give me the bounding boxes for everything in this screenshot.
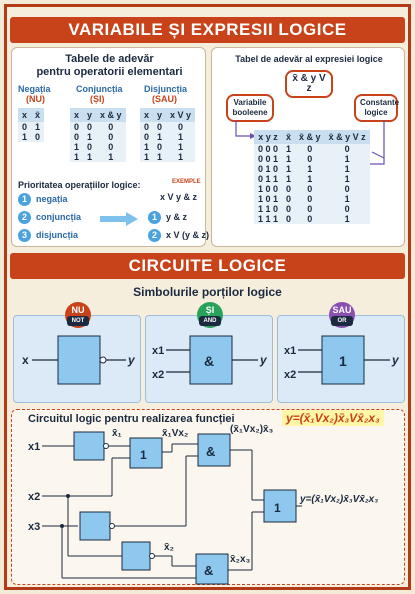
panel-title-1: Tabele de adevăr — [65, 53, 154, 65]
and-gate-en: AND — [199, 316, 221, 326]
and-input-1-label: x1 — [152, 345, 165, 357]
or-name: Disjuncția — [144, 84, 188, 94]
variables-label: Variabile booleene — [226, 94, 274, 122]
and-gate-1-label: & — [206, 444, 216, 459]
cell: 1 — [325, 174, 370, 184]
priority-title: Prioritatea operațiilor logice: — [18, 180, 141, 190]
cell: 1 1 0 — [254, 204, 282, 214]
cell: 0 — [96, 142, 126, 152]
col-header: x y z — [254, 130, 282, 144]
cell: 0 — [96, 122, 126, 132]
col-header: x̄ — [282, 130, 295, 144]
input-x2: x2 — [28, 491, 41, 503]
or-gate-symbol — [278, 316, 406, 404]
cell: 0 — [83, 122, 96, 132]
step-1-number: 1 — [148, 211, 161, 224]
cell: 0 — [325, 204, 370, 214]
cell: 0 — [153, 122, 166, 132]
not-gate-symbol — [14, 316, 142, 404]
and-gate-2-label: & — [204, 563, 214, 578]
priority-3-number: 3 — [18, 229, 31, 242]
cell: 1 0 0 — [254, 184, 282, 194]
top-banner: VARIABILE ȘI EXPRESII LOGICE — [10, 17, 405, 43]
cell: 1 — [83, 132, 96, 142]
cell: 1 0 1 — [254, 194, 282, 204]
cell: 0 — [166, 122, 195, 132]
cell: 0 — [282, 204, 295, 214]
col-header: x & y — [96, 108, 126, 122]
and-gate-name: ȘI — [205, 305, 215, 315]
or-input-1-label: x1 — [284, 345, 297, 357]
expression-pill: x̄ & y V z — [285, 70, 333, 98]
and-gate-label: & — [204, 353, 215, 369]
cell: 0 — [295, 184, 325, 194]
example-expr: x V y & z — [160, 192, 198, 202]
not-gate-2 — [122, 542, 150, 570]
cell: 1 — [295, 174, 325, 184]
col-header: y — [153, 108, 166, 122]
cell: 1 — [325, 194, 370, 204]
or1-output-label: x̄₁Vx₂ — [162, 428, 189, 439]
cell: 0 0 1 — [254, 154, 282, 164]
cell: 1 — [282, 174, 295, 184]
not-output-label: y — [128, 353, 135, 367]
circuit-panel — [11, 409, 405, 585]
cell: 0 — [282, 214, 295, 224]
not-gate-3 — [80, 512, 110, 540]
priority-1-number: 1 — [18, 193, 31, 206]
cell: 1 — [325, 214, 370, 224]
cell: 0 — [295, 204, 325, 214]
logic-circuit-diagram — [12, 410, 406, 586]
and-name: Conjuncția — [76, 84, 123, 94]
and-gate-card — [145, 305, 273, 403]
cell: 0 — [295, 144, 325, 154]
or-sym: (SAU) — [152, 94, 177, 104]
col-header: x̄ & y — [295, 130, 325, 144]
arrow-right-icon — [100, 212, 140, 226]
col-header: x V y — [166, 108, 195, 122]
circuit-output-label: y=(x̄₁Vx₂)x̄₃Vx̄₂x₃ — [300, 494, 379, 505]
cell: 1 — [140, 142, 153, 152]
example-label: EXEMPLE — [172, 179, 201, 185]
priority-1-label: negația — [36, 194, 68, 204]
cell: 1 — [325, 154, 370, 164]
cell: 1 — [282, 164, 295, 174]
and-truth-table — [70, 108, 126, 162]
constants-label: Constante logice — [354, 94, 398, 122]
nx2-label: x̄₂ — [164, 542, 175, 553]
cell: 1 — [18, 132, 31, 142]
circuits-banner: CIRCUITE LOGICE — [10, 253, 405, 279]
panel-title-2: pentru operatorii elementari — [36, 66, 183, 78]
cell: 0 — [96, 132, 126, 142]
not-gate-name: NU — [71, 305, 85, 315]
priority-3-label: disjuncția — [36, 230, 79, 240]
expression-truth-table — [254, 130, 370, 224]
or-gate-card — [277, 305, 405, 403]
not-gate-card — [13, 305, 141, 403]
cell: 1 — [166, 152, 195, 162]
poster — [4, 4, 411, 590]
elementary-operators-panel — [11, 47, 210, 247]
circuit-function: y=(x̄₁Vx₂)x̄₃Vx̄₂x₃ — [282, 410, 384, 426]
or-gate-1-label: 1 — [140, 448, 147, 462]
cell: 0 — [295, 194, 325, 204]
and-output-label: y — [260, 353, 267, 367]
cell: 1 — [70, 142, 83, 152]
priority-2-number: 2 — [18, 211, 31, 224]
cell: 0 1 1 — [254, 174, 282, 184]
cell: 0 — [153, 142, 166, 152]
not-input-label: x — [22, 353, 29, 367]
or-input-2-label: x2 — [284, 369, 297, 381]
cell: 1 — [70, 152, 83, 162]
cell: 1 — [282, 144, 295, 154]
priority-2-label: conjuncția — [36, 212, 82, 222]
not-name: Negația — [18, 84, 51, 94]
step-2-expr: x V (y & z) — [166, 230, 210, 240]
cell: 0 — [295, 154, 325, 164]
not-sym: (NU) — [26, 94, 45, 104]
col-header: x — [18, 108, 31, 122]
not-truth-table — [18, 108, 44, 142]
cell: 1 — [31, 122, 44, 132]
cell: 0 — [83, 142, 96, 152]
cell: 0 1 0 — [254, 164, 282, 174]
cell: 1 — [83, 152, 96, 162]
step-1-expr: y & z — [166, 212, 188, 222]
cell: 0 — [282, 194, 295, 204]
cell: 0 — [31, 132, 44, 142]
cell: 0 — [295, 214, 325, 224]
cell: 1 — [140, 152, 153, 162]
cell: 0 0 0 — [254, 144, 282, 154]
or-output-label: y — [392, 353, 399, 367]
or-gate-2-label: 1 — [274, 501, 281, 515]
cell: 0 — [325, 144, 370, 154]
and-gate-symbol — [146, 316, 274, 404]
cell: 0 — [325, 184, 370, 194]
expression-table-title: Tabel de adevăr al expresiei logice — [235, 54, 383, 64]
cell: 0 — [70, 132, 83, 142]
and-input-2-label: x2 — [152, 369, 165, 381]
input-x1: x1 — [28, 441, 41, 453]
col-header: y — [83, 108, 96, 122]
symbols-title: Simbolurile porților logice — [133, 285, 282, 299]
col-header: x̄ & y V z — [325, 130, 370, 144]
cell: 1 — [153, 152, 166, 162]
cell: 1 — [282, 154, 295, 164]
cell: 0 — [18, 122, 31, 132]
col-header: x̄ — [31, 108, 44, 122]
or-gate-name: SAU — [332, 305, 352, 315]
cell: 1 — [96, 152, 126, 162]
and1-output-label: (x̄₁Vx₂)x̄₃ — [230, 424, 274, 435]
cell: 1 1 1 — [254, 214, 282, 224]
not-gate-1 — [74, 432, 104, 460]
not-gate-en: NOT — [67, 316, 89, 326]
and2-output-label: x̄₂x₃ — [230, 554, 251, 565]
col-header: x — [140, 108, 153, 122]
cell: 1 — [153, 132, 166, 142]
or-gate-en: OR — [331, 316, 353, 326]
circuit-title: Circuitul logic pentru realizarea funcției — [28, 413, 235, 425]
step-2-number: 2 — [148, 229, 161, 242]
cell: 0 — [282, 184, 295, 194]
or-truth-table — [140, 108, 195, 162]
nx1-label: x̄₁ — [112, 428, 122, 439]
input-x3: x3 — [28, 521, 41, 533]
or-gate-label: 1 — [339, 353, 347, 369]
cell: 0 — [140, 122, 153, 132]
and-sym: (ȘI) — [90, 94, 105, 104]
expression-truth-table-panel — [211, 47, 405, 247]
col-header: x — [70, 108, 83, 122]
cell: 1 — [325, 164, 370, 174]
cell: 1 — [295, 164, 325, 174]
cell: 1 — [166, 132, 195, 142]
cell: 0 — [70, 122, 83, 132]
cell: 1 — [166, 142, 195, 152]
cell: 0 — [140, 132, 153, 142]
